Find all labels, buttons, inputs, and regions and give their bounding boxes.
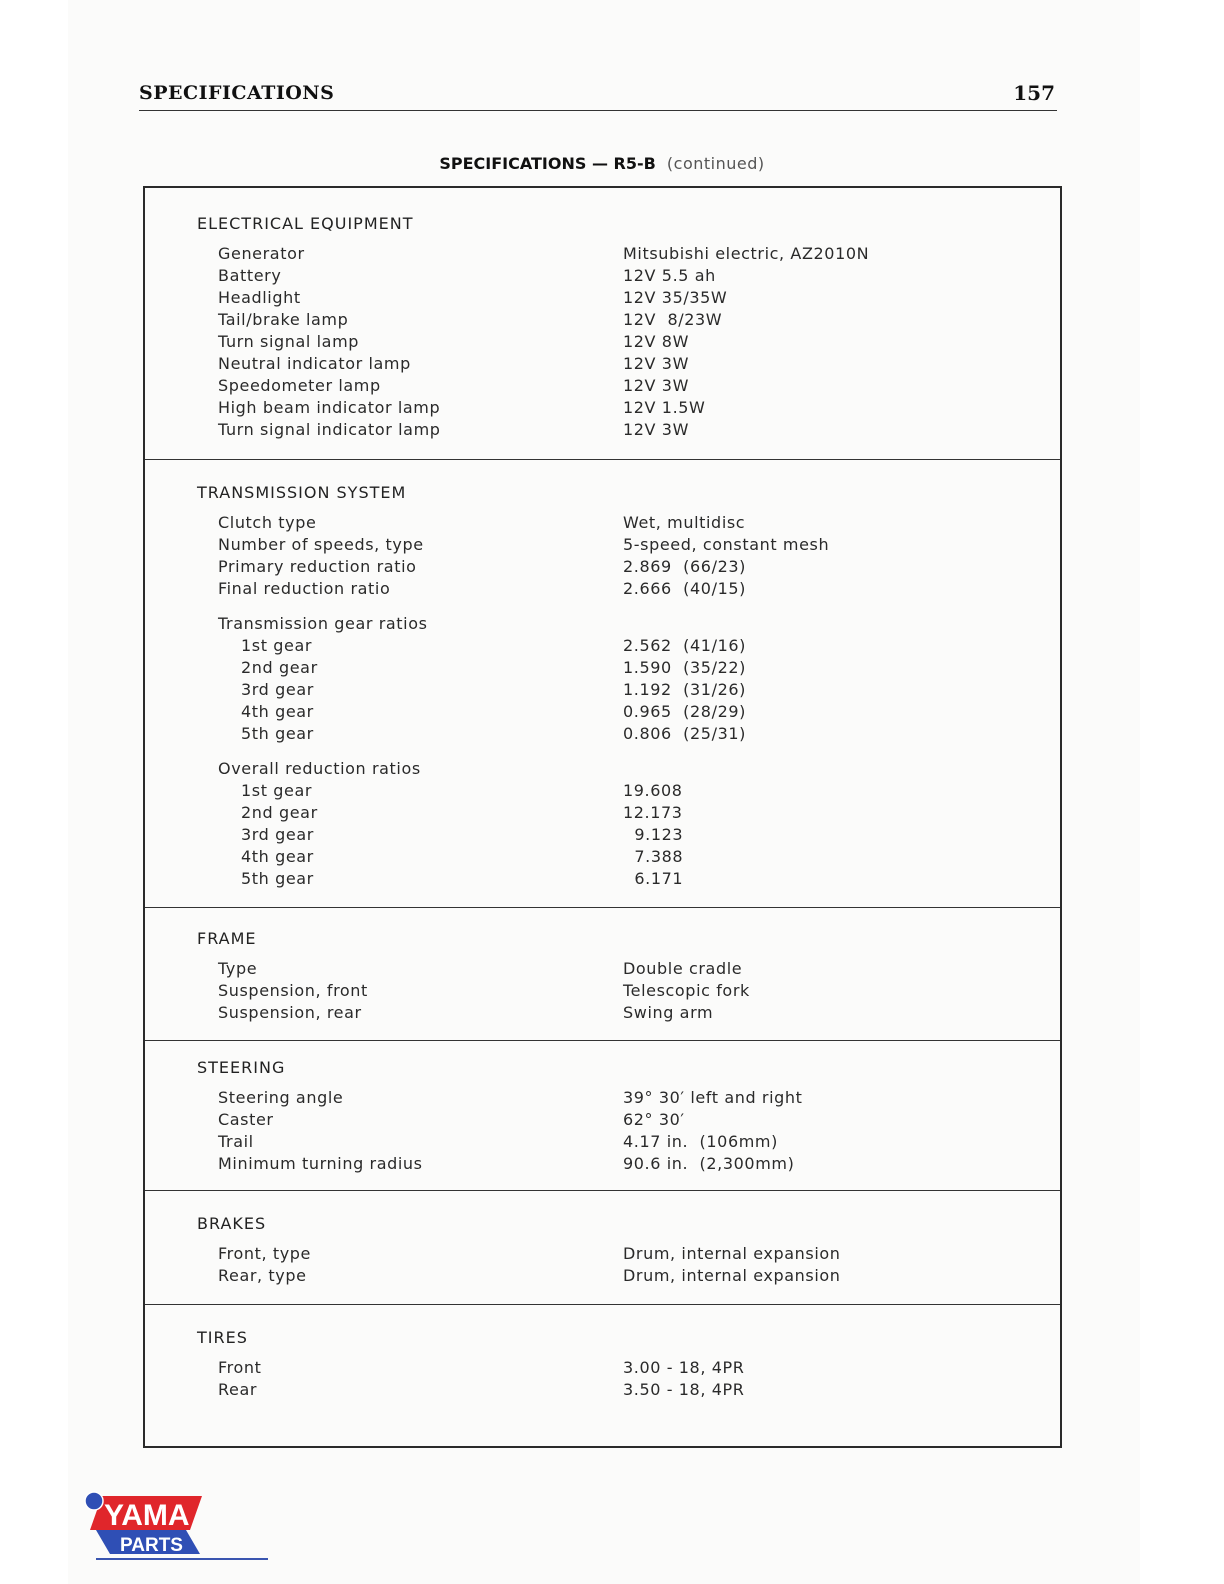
spec-label: Minimum turning radius bbox=[218, 1154, 423, 1173]
section-transmission bbox=[145, 459, 1060, 908]
spec-value: 1.590 (35/22) bbox=[623, 658, 746, 677]
logo-word-bottom: PARTS bbox=[120, 1535, 183, 1556]
spec-row bbox=[145, 803, 1060, 825]
spec-label: Suspension, front bbox=[218, 981, 368, 1000]
spec-table bbox=[143, 186, 1062, 1448]
spec-row bbox=[145, 636, 1060, 658]
spec-row bbox=[145, 1266, 1060, 1288]
spec-row bbox=[145, 354, 1060, 376]
spec-value: 2.666 (40/15) bbox=[623, 579, 746, 598]
spec-row bbox=[145, 398, 1060, 420]
section-heading: ELECTRICAL EQUIPMENT bbox=[197, 214, 414, 233]
table-title bbox=[0, 154, 1204, 173]
spec-label: Tail/brake lamp bbox=[218, 310, 349, 329]
spec-value: 9.123 bbox=[623, 825, 684, 844]
section-heading: STEERING bbox=[197, 1058, 286, 1077]
spec-label: Turn signal indicator lamp bbox=[218, 420, 441, 439]
spec-row bbox=[145, 658, 1060, 680]
spec-row bbox=[145, 847, 1060, 869]
spec-row bbox=[145, 981, 1060, 1003]
spec-label: Primary reduction ratio bbox=[218, 557, 417, 576]
logo-word-top: YAMA bbox=[104, 1499, 190, 1532]
logo-underline bbox=[96, 1558, 268, 1560]
spec-label: Steering angle bbox=[218, 1088, 344, 1107]
spec-row bbox=[145, 244, 1060, 266]
spec-value: 12V 5.5 ah bbox=[623, 266, 716, 285]
spec-row bbox=[145, 1110, 1060, 1132]
spec-value: 12V 3W bbox=[623, 354, 689, 373]
spec-row bbox=[145, 376, 1060, 398]
subgroup-heading bbox=[145, 759, 1060, 781]
spec-value: Drum, internal expansion bbox=[623, 1266, 841, 1285]
spec-label: Final reduction ratio bbox=[218, 579, 391, 598]
table-title-main: SPECIFICATIONS — R5-B bbox=[439, 154, 656, 173]
spec-row bbox=[145, 1132, 1060, 1154]
tuning-fork-emblem-icon bbox=[85, 1492, 103, 1510]
spec-value: 0.965 (28/29) bbox=[623, 702, 746, 721]
spec-label: 2nd gear bbox=[241, 803, 318, 822]
spec-value: 12V 8/23W bbox=[623, 310, 723, 329]
table-title-sub: (continued) bbox=[666, 154, 765, 173]
spec-label: 2nd gear bbox=[241, 658, 318, 677]
spec-value: 4.17 in. (106mm) bbox=[623, 1132, 778, 1151]
spec-value: Telescopic fork bbox=[623, 981, 750, 1000]
spec-label: 5th gear bbox=[241, 869, 314, 888]
spec-value: 6.171 bbox=[623, 869, 684, 888]
spec-label: Neutral indicator lamp bbox=[218, 354, 411, 373]
spec-row bbox=[145, 535, 1060, 557]
spec-value: 7.388 bbox=[623, 847, 684, 866]
spec-label: Type bbox=[218, 959, 258, 978]
spec-label: 1st gear bbox=[241, 636, 313, 655]
section-tires bbox=[145, 1304, 1060, 1446]
spec-label: Battery bbox=[218, 266, 282, 285]
spec-row bbox=[145, 420, 1060, 442]
section-heading: BRAKES bbox=[197, 1214, 267, 1233]
spec-label: Generator bbox=[218, 244, 305, 263]
spec-value: 12V 3W bbox=[623, 376, 689, 395]
spec-row bbox=[145, 579, 1060, 601]
spec-label: 3rd gear bbox=[241, 825, 314, 844]
subgroup-heading bbox=[145, 614, 1060, 636]
spec-value: Drum, internal expansion bbox=[623, 1244, 841, 1263]
section-heading: TRANSMISSION SYSTEM bbox=[197, 483, 407, 502]
spec-value: 12.173 bbox=[623, 803, 683, 822]
page-number: 157 bbox=[1013, 81, 1055, 105]
spec-label: Speedometer lamp bbox=[218, 376, 381, 395]
section-electrical bbox=[145, 188, 1060, 460]
spec-row bbox=[145, 959, 1060, 981]
spec-label: Front, type bbox=[218, 1244, 311, 1263]
section-steering bbox=[145, 1040, 1060, 1191]
spec-row bbox=[145, 724, 1060, 746]
spec-label: 1st gear bbox=[241, 781, 313, 800]
spec-row bbox=[145, 513, 1060, 535]
spec-row bbox=[145, 1154, 1060, 1176]
spec-row bbox=[145, 1244, 1060, 1266]
spec-row bbox=[145, 332, 1060, 354]
spec-label: Suspension, rear bbox=[218, 1003, 362, 1022]
spec-label: Number of speeds, type bbox=[218, 535, 424, 554]
spec-row bbox=[145, 825, 1060, 847]
spec-label: Clutch type bbox=[218, 513, 317, 532]
spec-value: 19.608 bbox=[623, 781, 683, 800]
spec-value: 2.869 (66/23) bbox=[623, 557, 746, 576]
spec-value: 12V 1.5W bbox=[623, 398, 706, 417]
spec-row bbox=[145, 869, 1060, 891]
spec-row bbox=[145, 1380, 1060, 1402]
spec-value: 5-speed, constant mesh bbox=[623, 535, 830, 554]
spec-value: 62° 30′ bbox=[623, 1110, 685, 1129]
spec-value: 0.806 (25/31) bbox=[623, 724, 746, 743]
spec-label: Headlight bbox=[218, 288, 301, 307]
spec-row bbox=[145, 1088, 1060, 1110]
spec-row bbox=[145, 310, 1060, 332]
spec-value: Wet, multidisc bbox=[623, 513, 746, 532]
spec-row bbox=[145, 680, 1060, 702]
spec-row bbox=[145, 702, 1060, 724]
spec-value: 39° 30′ left and right bbox=[623, 1088, 803, 1107]
spec-label: Trail bbox=[218, 1132, 254, 1151]
spec-row bbox=[145, 1003, 1060, 1025]
spec-label: Caster bbox=[218, 1110, 274, 1129]
spec-value: 3.00 - 18, 4PR bbox=[623, 1358, 745, 1377]
spec-value: 1.192 (31/26) bbox=[623, 680, 746, 699]
spec-value: 12V 8W bbox=[623, 332, 689, 351]
spec-value: 90.6 in. (2,300mm) bbox=[623, 1154, 795, 1173]
yamaparts-logo bbox=[82, 1490, 272, 1560]
spec-label: 4th gear bbox=[241, 847, 314, 866]
spec-row bbox=[145, 557, 1060, 579]
spec-label: 5th gear bbox=[241, 724, 314, 743]
spec-value: Swing arm bbox=[623, 1003, 714, 1022]
spec-value: Mitsubishi electric, AZ2010N bbox=[623, 244, 870, 263]
spec-value: Double cradle bbox=[623, 959, 743, 978]
spec-row bbox=[145, 781, 1060, 803]
spec-label: 3rd gear bbox=[241, 680, 314, 699]
spec-row bbox=[145, 1358, 1060, 1380]
spec-value: 12V 35/35W bbox=[623, 288, 728, 307]
spec-value: 3.50 - 18, 4PR bbox=[623, 1380, 745, 1399]
spec-label: Rear, type bbox=[218, 1266, 307, 1285]
section-brakes bbox=[145, 1190, 1060, 1305]
header-title: SPECIFICATIONS bbox=[139, 82, 335, 104]
spec-label: High beam indicator lamp bbox=[218, 398, 441, 417]
section-frame bbox=[145, 907, 1060, 1041]
section-heading: TIRES bbox=[197, 1328, 248, 1347]
spec-value: 2.562 (41/16) bbox=[623, 636, 746, 655]
spec-row bbox=[145, 288, 1060, 310]
overall-ratios-heading: Overall reduction ratios bbox=[218, 759, 421, 778]
spec-value: 12V 3W bbox=[623, 420, 689, 439]
spec-label: Front bbox=[218, 1358, 262, 1377]
spec-row bbox=[145, 266, 1060, 288]
spec-label: Turn signal lamp bbox=[218, 332, 360, 351]
running-head bbox=[139, 80, 1057, 111]
section-heading: FRAME bbox=[197, 929, 257, 948]
spec-label: 4th gear bbox=[241, 702, 314, 721]
gear-ratios-heading: Transmission gear ratios bbox=[218, 614, 428, 633]
spec-label: Rear bbox=[218, 1380, 258, 1399]
